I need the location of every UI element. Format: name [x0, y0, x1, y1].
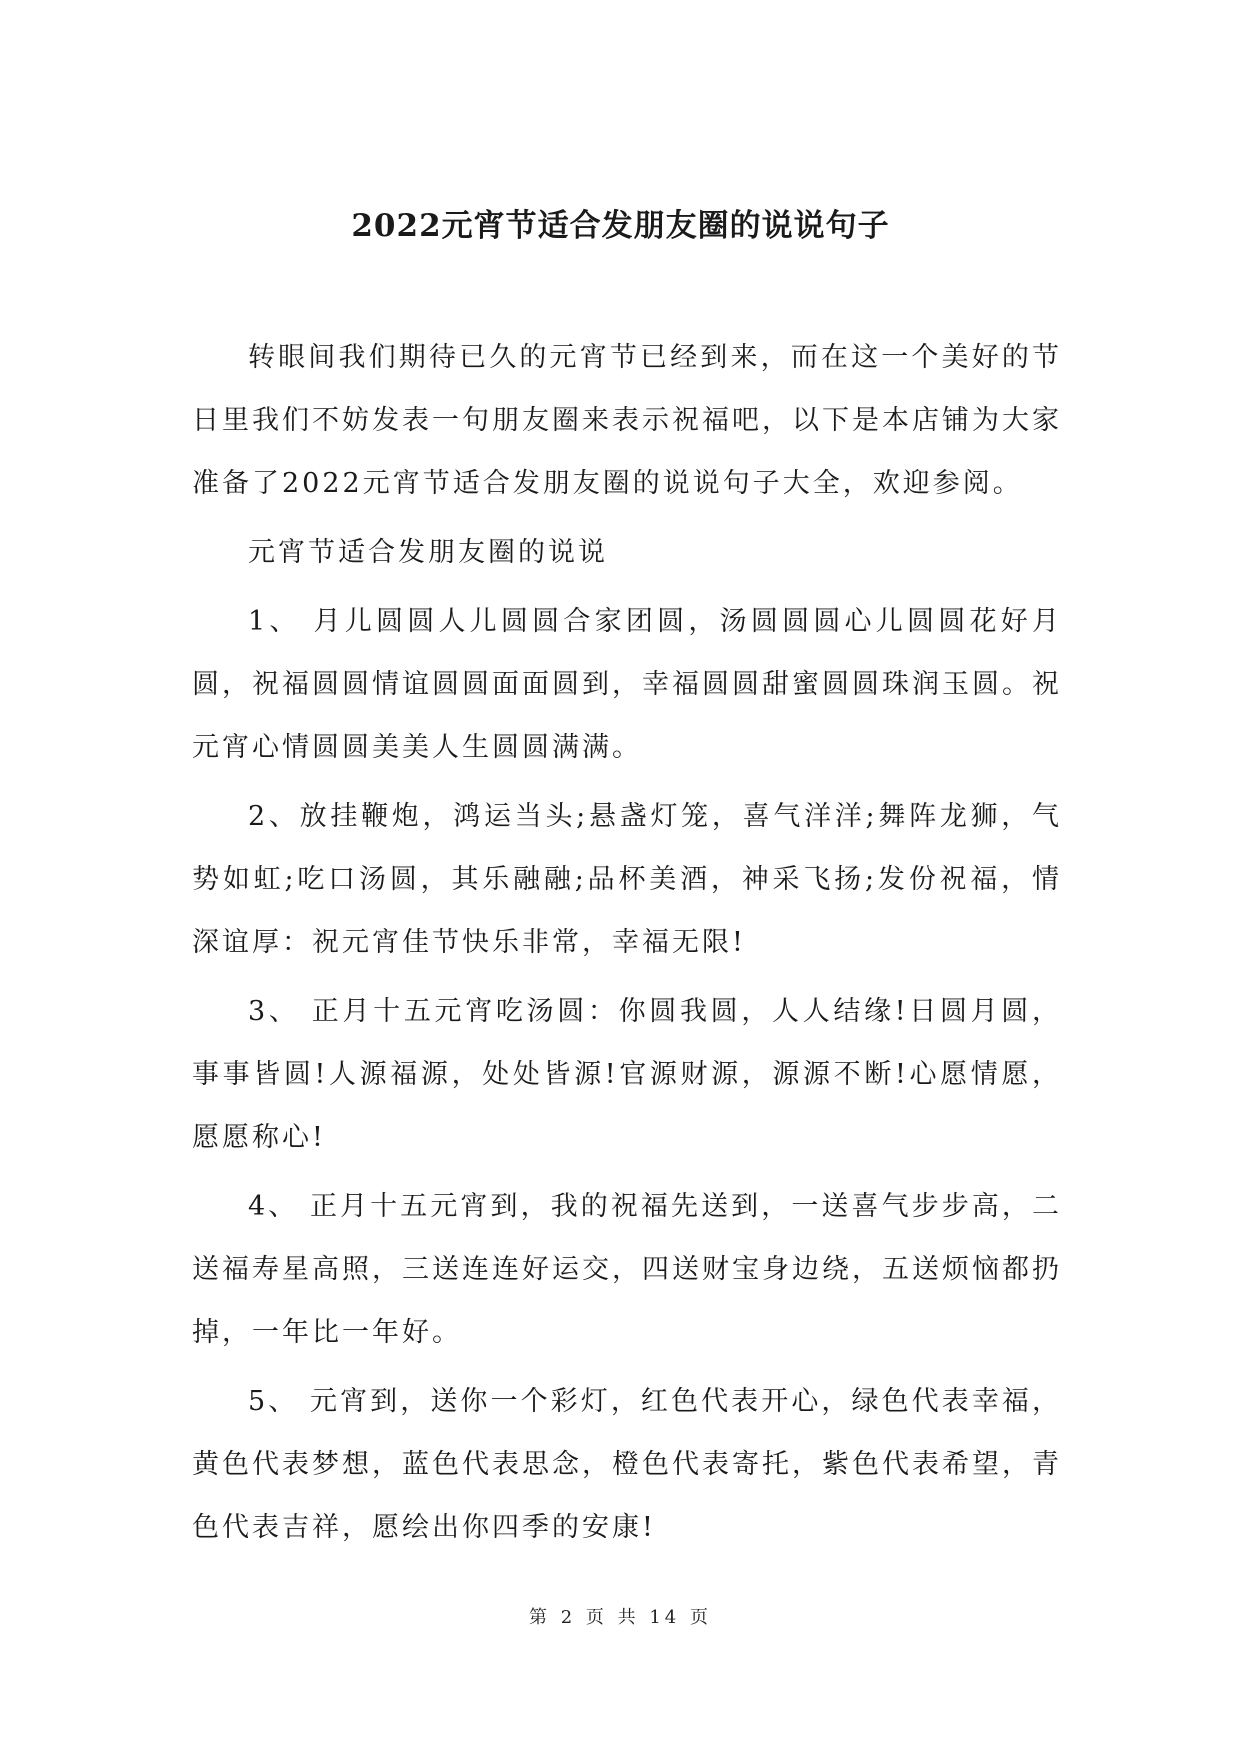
page-number-footer: 第 2 页 共 14 页	[529, 1607, 712, 1628]
list-item-1: 1、 月儿圆圆人儿圆圆合家团圆，汤圆圆圆心儿圆圆花好月圆，祝福圆圆情谊圆圆面面圆到，幸福圆圆甜蜜圆圆珠润玉圆。祝元宵心情圆圆美美人生圆圆满满。	[192, 606, 1062, 763]
section-heading: 元宵节适合发朋友圈的说说	[248, 537, 608, 568]
list-item-2: 2、放挂鞭炮，鸿运当头;悬盏灯笼，喜气洋洋;舞阵龙狮，气势如虹;吃口汤圆，其乐融融;品杯美酒，神采飞扬;发份祝福，情深谊厚：祝元宵佳节快乐非常，幸福无限!	[192, 801, 1062, 958]
document-body	[192, 326, 1062, 1565]
document-title: 2022元宵节适合发朋友圈的说说句子	[351, 208, 890, 244]
list-item-5: 5、 元宵到，送你一个彩灯，红色代表开心，绿色代表幸福，黄色代表梦想，蓝色代表思念，橙色代表寄托，紫色代表希望，青色代表吉祥，愿绘出你四季的安康!	[192, 1386, 1062, 1543]
list-item-3: 3、 正月十五元宵吃汤圆：你圆我圆，人人结缘!日圆月圆，事事皆圆!人源福源，处处皆源!官源财源，源源不断!心愿情愿，愿愿称心!	[192, 996, 1062, 1153]
intro-paragraph: 转眼间我们期待已久的元宵节已经到来，而在这一个美好的节日里我们不妨发表一句朋友圈来表示祝福吧，以下是本店铺为大家准备了2022元宵节适合发朋友圈的说说句子大全，欢迎参阅。	[192, 342, 1062, 499]
list-item-4: 4、 正月十五元宵到，我的祝福先送到，一送喜气步步高，二送福寿星高照，三送连连好运交，四送财宝身边绕，五送烦恼都扔掉，一年比一年好。	[192, 1191, 1062, 1348]
